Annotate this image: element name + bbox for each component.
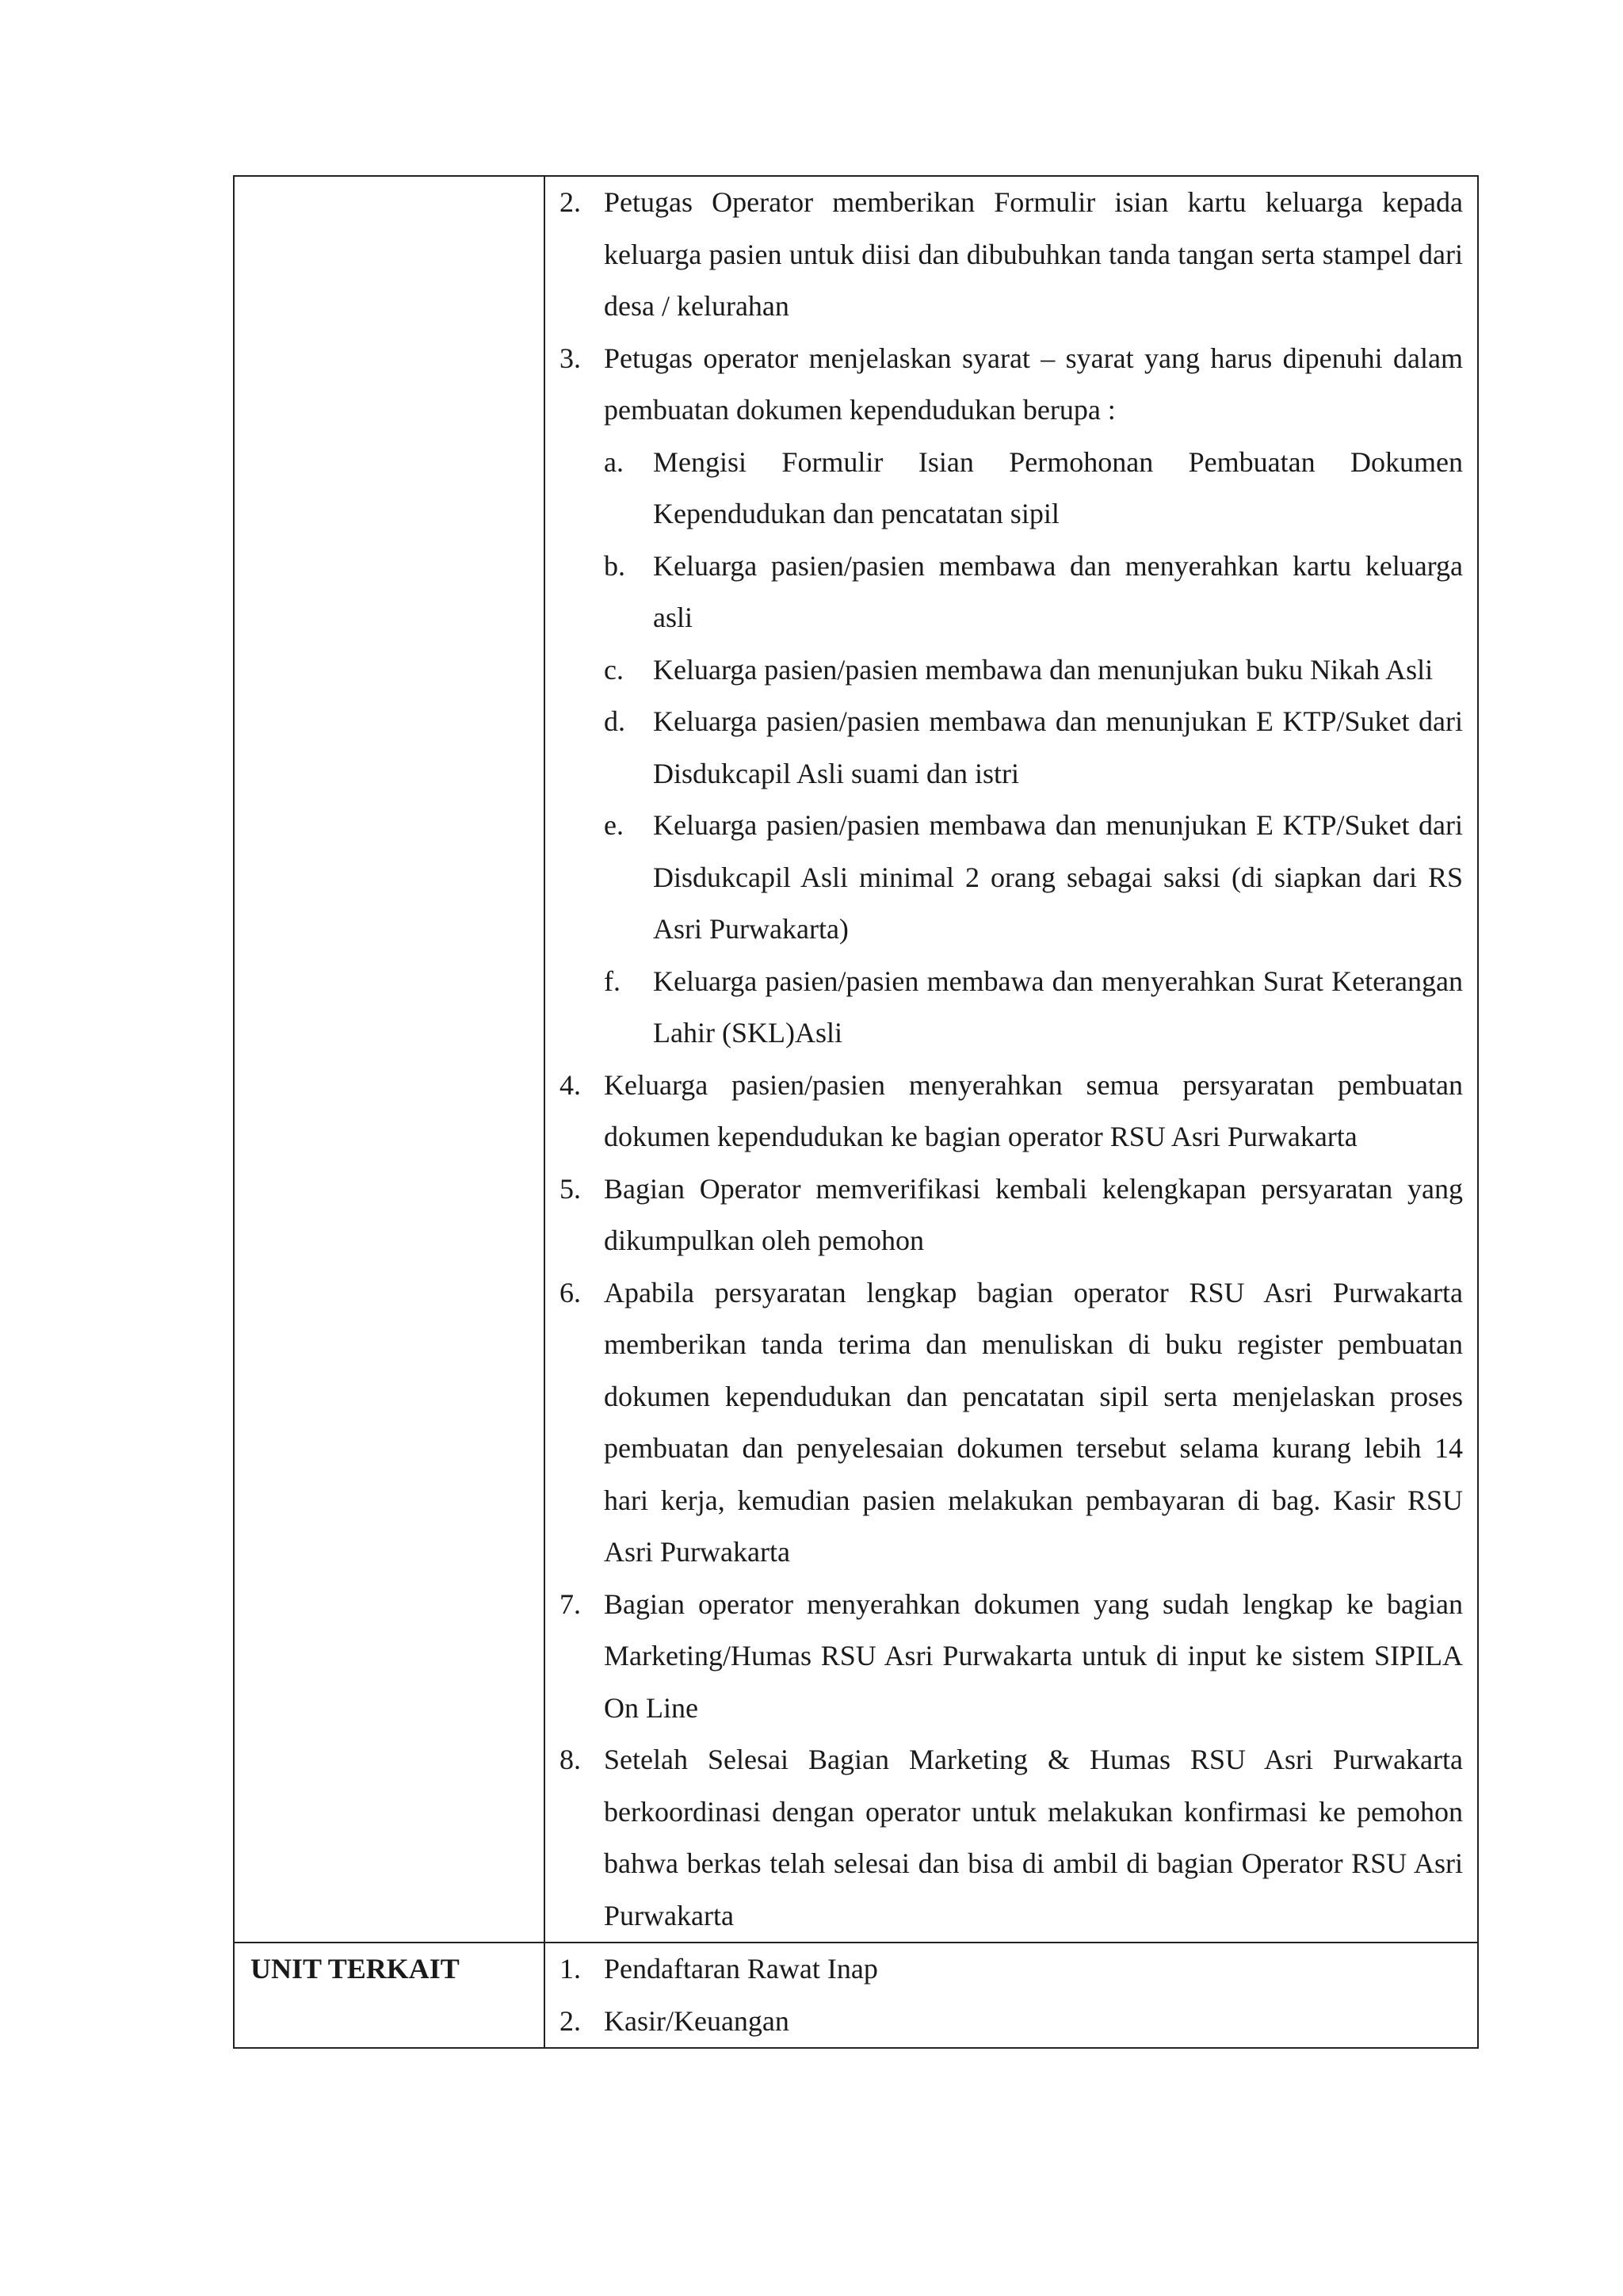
requirement-item: e. Keluarga pasien/pasien membawa dan menunjukan E KTP/Suket dari Disdukcapil Asli minimal 2 orang sebagai saksi (di siapkan dari RS Asri Purwakarta) xyxy=(604,809,1463,945)
requirement-item: a. Mengisi Formulir Isian Permohonan Pembuatan Dokumen Kependudukan dan pencatatan sipil xyxy=(604,445,1463,529)
procedure-step: 3. Petugas operator menjelaskan syarat – syarat yang harus dipenuhi dalam pembuatan dokumen kependudukan berupa : a. Mengisi Formulir Isian Permohonan Pembuatan Dokumen Kependudukan dan pencatatan sipil b. Keluarga pasien/pasien membawa dan menyerahkan kartu keluarga asli c. Keluarga pasien/pasien membawa dan menunjukan buku Nikah Asli d. Keluarga pasien/pasien membawa dan menunjukan E KTP/Suket dari Disdukcapil Asli suami dan istri e. Keluarga pasien/pasien membawa dan menunjukan E KTP/Suket dari Disdukcapil Asli minimal 2 orang sebagai saksi (di siapkan dari RS Asri Purwakarta) f. Keluarga pasien/pasien membawa dan menyerahkan Surat Keterangan Lahir (SKL)Asli xyxy=(545,333,1463,1060)
unit-item: 1. Pendaftaran Rawat Inap xyxy=(559,1953,878,1985)
requirement-sublist xyxy=(604,437,1463,1060)
unit-terkait-label-cell xyxy=(234,1943,544,2048)
procedure-row xyxy=(234,176,1478,1943)
requirement-item: b. Keluarga pasien/pasien membawa dan menyerahkan kartu keluarga asli xyxy=(604,549,1463,633)
requirement-item: d. Keluarga pasien/pasien membawa dan menunjukan E KTP/Suket dari Disdukcapil Asli suami dan istri xyxy=(604,705,1463,789)
unit-terkait-items-cell xyxy=(544,1943,1478,2048)
requirement-item: c. Keluarga pasien/pasien membawa dan menunjukan buku Nikah Asli xyxy=(604,653,1434,686)
procedure-step: 7. Bagian operator menyerahkan dokumen yang sudah lengkap ke bagian Marketing/Humas RSU Asri Purwakarta untuk di input ke sistem SIPILA On Line xyxy=(559,1587,1463,1724)
procedure-step: 6. Apabila persyaratan lengkap bagian operator RSU Asri Purwakarta memberikan tanda terima dan menuliskan di buku register pembuatan dokumen kependudukan dan pencatatan sipil serta menjelaskan proses pembuatan dan penyelesaian dokumen tersebut selama kurang lebih 14 hari kerja, kemudian pasien melakukan pembayaran di bag. Kasir RSU Asri Purwakarta xyxy=(559,1276,1463,1568)
procedure-step: 5. Bagian Operator memverifikasi kembali kelengkapan persyaratan yang dikumpulkan oleh pemohon xyxy=(559,1172,1463,1256)
unit-terkait-label: UNIT TERKAIT xyxy=(250,1953,460,1985)
unit-item: 2. Kasir/Keuangan xyxy=(559,2004,789,2037)
procedure-label-cell xyxy=(234,176,544,1943)
unit-terkait-row xyxy=(234,1943,1478,2048)
unit-terkait-list xyxy=(545,1943,1477,2047)
procedure-step: 8. Setelah Selesai Bagian Marketing & Humas RSU Asri Purwakarta berkoordinasi dengan operator untuk melakukan konfirmasi ke pemohon bahwa berkas telah selesai dan bisa di ambil di bagian Operator RSU Asri Purwakarta xyxy=(559,1744,1463,1931)
procedure-steps-list xyxy=(545,177,1477,1942)
procedure-table xyxy=(233,175,1479,2049)
procedure-step: 4. Keluarga pasien/pasien menyerahkan semua persyaratan pembuatan dokumen kependudukan ke bagian operator RSU Asri Purwakarta xyxy=(559,1068,1463,1152)
requirement-item: f. Keluarga pasien/pasien membawa dan menyerahkan Surat Keterangan Lahir (SKL)Asli xyxy=(604,965,1463,1049)
procedure-step: 2. Petugas Operator memberikan Formulir isian kartu keluarga kepada keluarga pasien untuk diisi dan dibubuhkan tanda tangan serta stampel dari desa / kelurahan xyxy=(559,186,1463,322)
procedure-steps-cell xyxy=(544,176,1478,1943)
